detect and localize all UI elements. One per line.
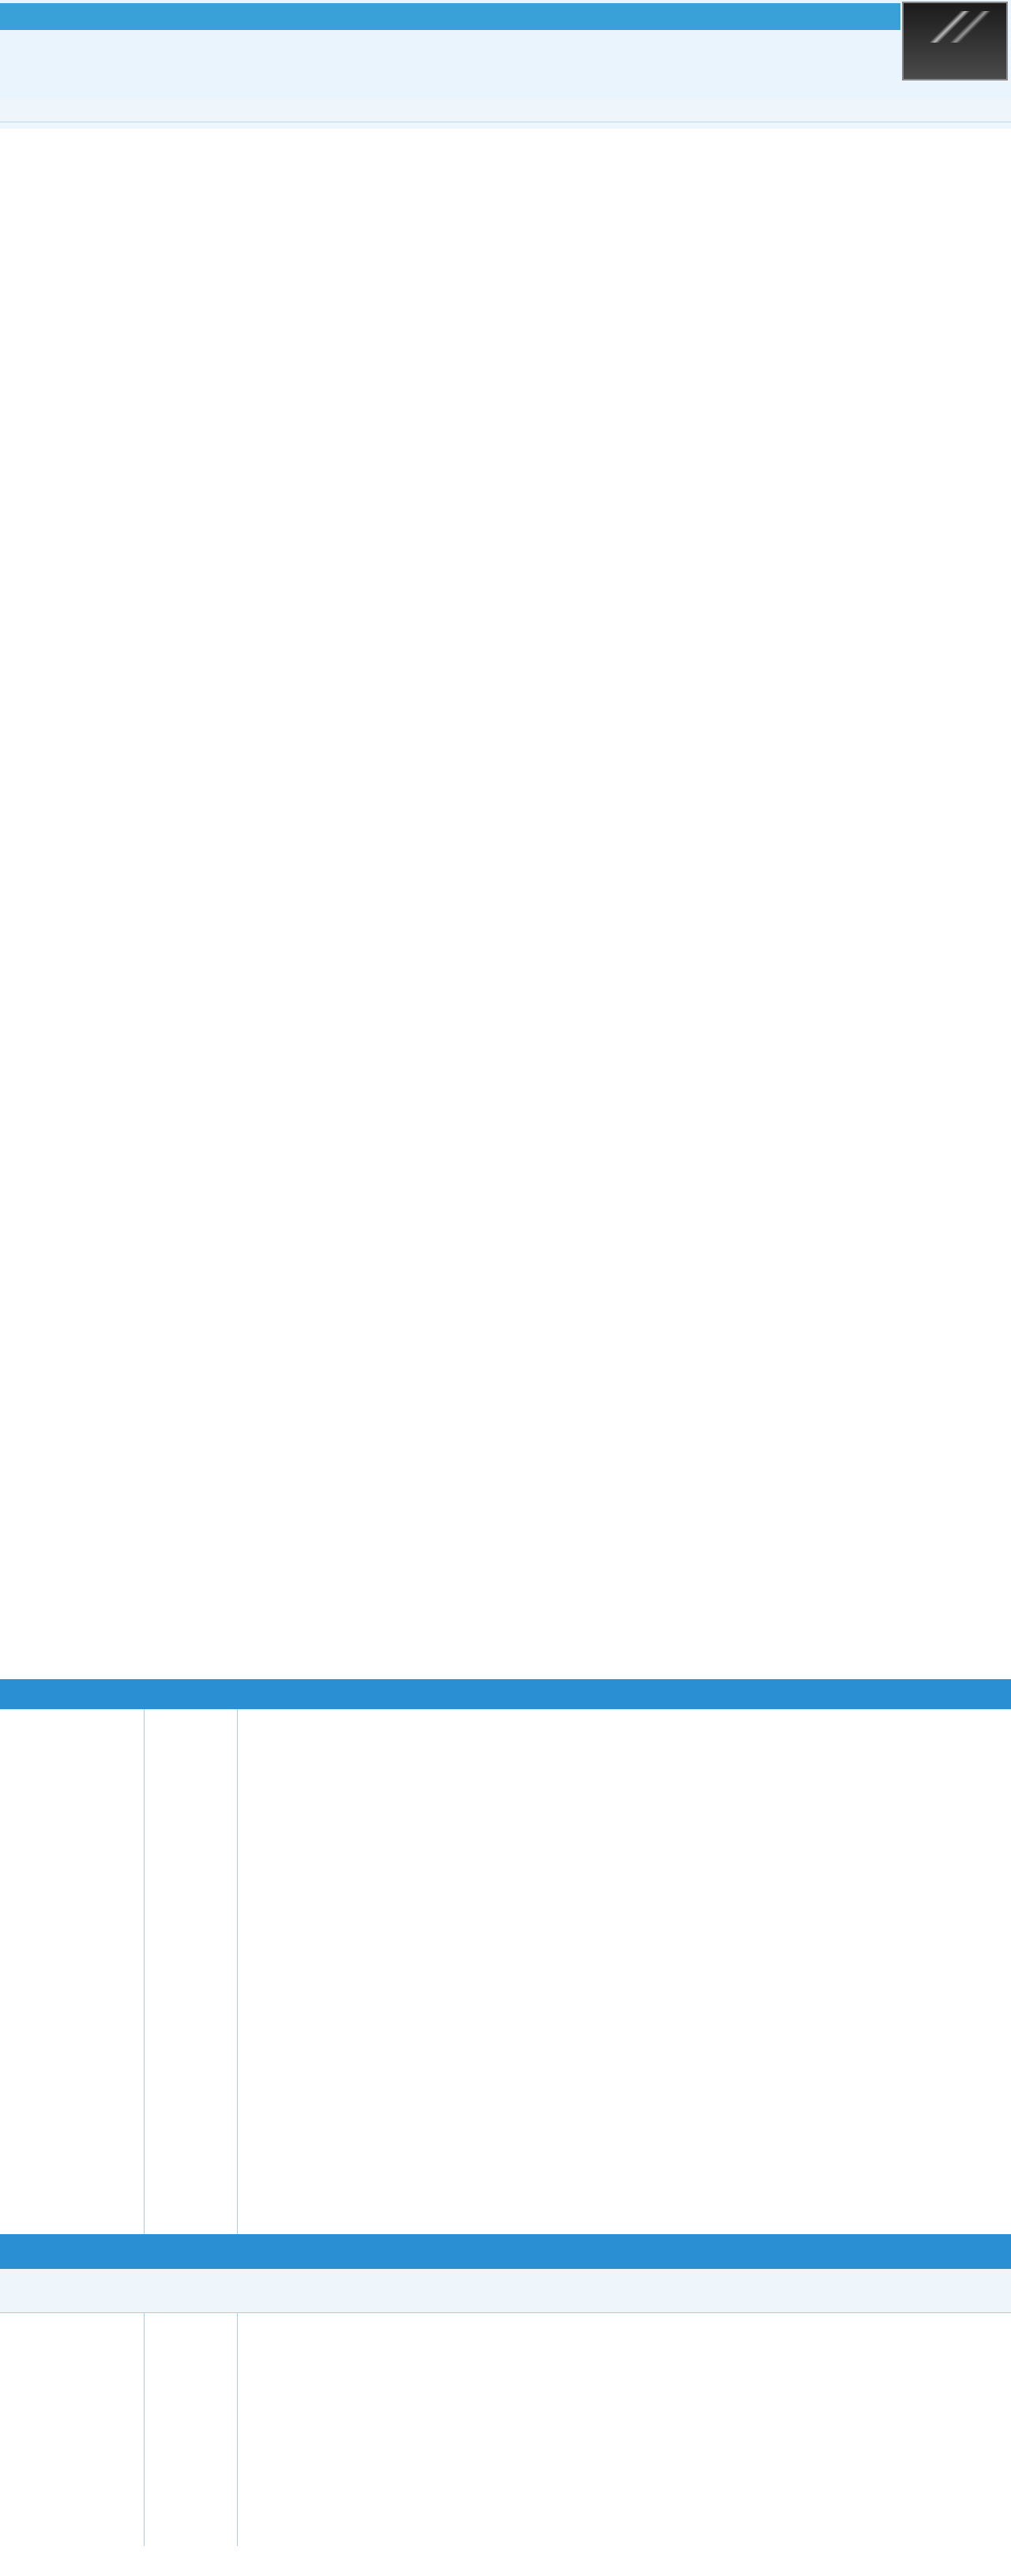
top-table-header bbox=[0, 99, 1011, 122]
top-table-body bbox=[0, 129, 1011, 1666]
estate-table-header bbox=[0, 1679, 1011, 1709]
section-negative bbox=[0, 752, 49, 1068]
commoner-table-title bbox=[0, 2234, 1011, 2269]
page-title bbox=[0, 3, 900, 30]
commoner-table-header bbox=[0, 2269, 1011, 2313]
divider bbox=[144, 1709, 145, 2546]
section-confession bbox=[0, 1068, 49, 1666]
section-neutral bbox=[0, 555, 49, 752]
game-logo bbox=[902, 2, 1008, 81]
section-labels bbox=[0, 129, 49, 1666]
section-positive bbox=[0, 129, 49, 555]
top-table-subheader bbox=[0, 122, 1011, 129]
commoner-blood-table bbox=[0, 2234, 1011, 2313]
estate-trait-table bbox=[0, 1679, 1011, 1709]
header-banner bbox=[0, 0, 1011, 99]
divider bbox=[237, 1709, 238, 2546]
